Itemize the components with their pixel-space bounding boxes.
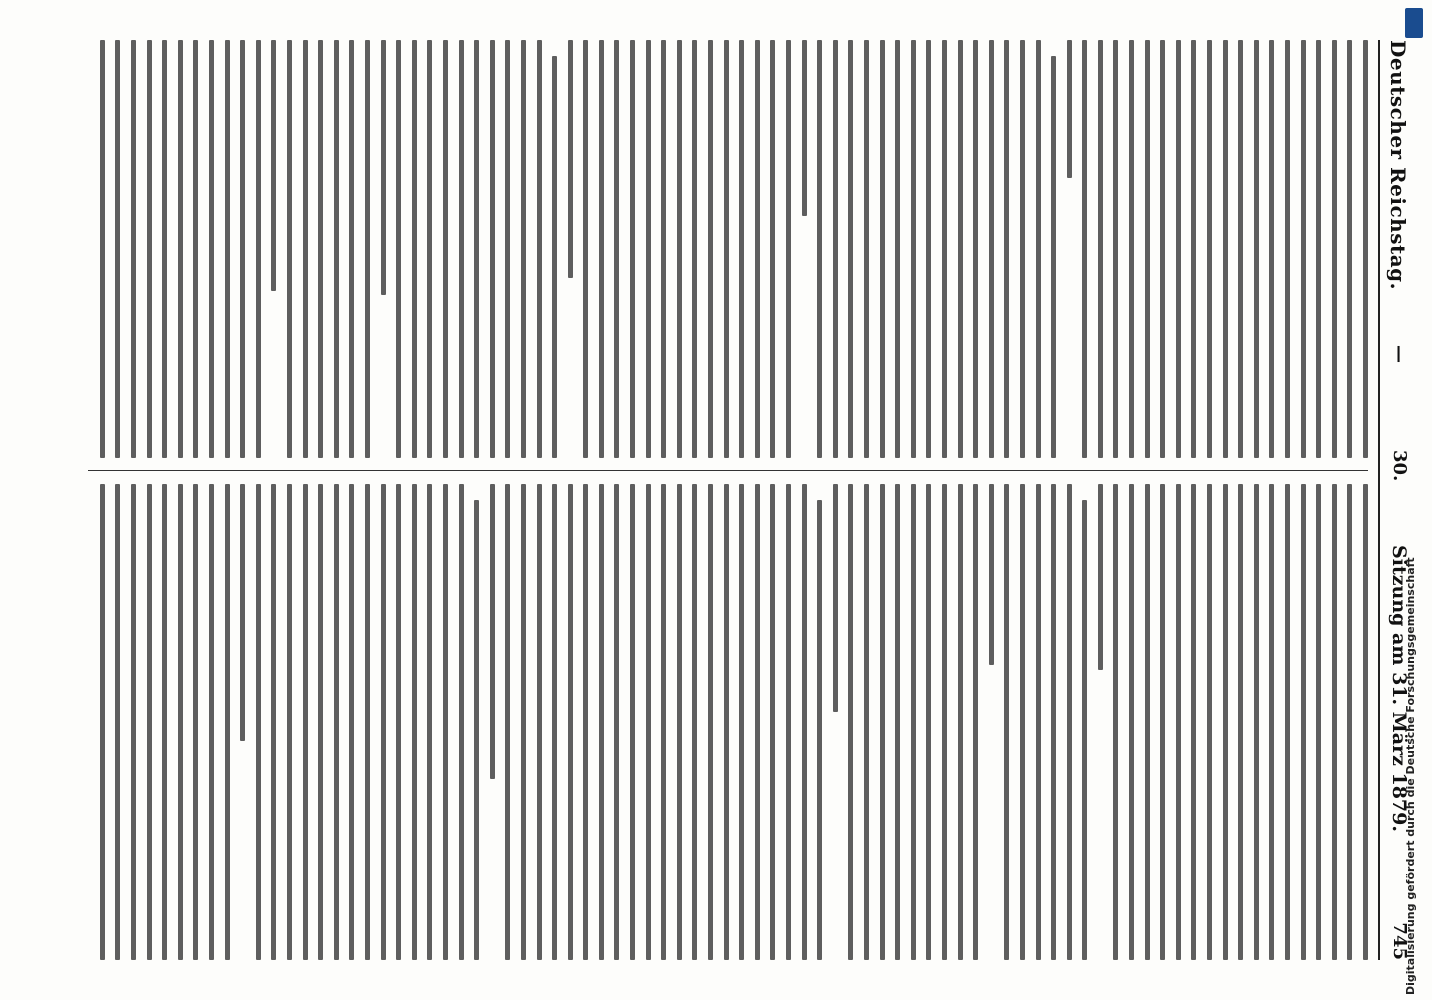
text-line	[318, 40, 323, 458]
text-line	[459, 40, 464, 458]
text-line	[1238, 40, 1243, 458]
text-line	[817, 40, 822, 458]
text-line	[116, 40, 121, 458]
text-line	[1067, 484, 1072, 960]
text-line	[303, 484, 308, 960]
text-line	[1020, 40, 1025, 458]
text-line	[537, 40, 542, 458]
text-line	[864, 484, 869, 960]
text-line	[1223, 40, 1228, 458]
text-line	[256, 40, 261, 458]
text-line	[147, 484, 152, 960]
text-line	[1020, 484, 1025, 960]
text-line	[568, 40, 573, 278]
text-line	[1332, 484, 1337, 960]
text-line	[1082, 500, 1087, 960]
text-line	[100, 484, 105, 960]
text-line	[817, 500, 822, 960]
text-line	[989, 40, 994, 458]
text-line	[989, 484, 994, 665]
text-line	[1051, 484, 1056, 960]
text-line	[443, 40, 448, 458]
text-line	[895, 484, 900, 960]
text-line	[692, 484, 697, 960]
text-line	[318, 484, 323, 960]
text-line	[1223, 484, 1228, 960]
header-dash: —	[1389, 345, 1410, 363]
text-line	[474, 500, 479, 960]
text-line	[880, 484, 885, 960]
text-line	[1347, 40, 1352, 458]
text-line	[1036, 484, 1041, 960]
text-line	[583, 484, 588, 960]
text-line	[1051, 56, 1056, 458]
text-line	[599, 40, 604, 458]
text-line	[505, 484, 510, 960]
text-line	[739, 40, 744, 458]
text-line	[1098, 40, 1103, 458]
dfg-logo	[1405, 8, 1423, 38]
text-line	[802, 40, 807, 216]
text-line	[427, 484, 432, 960]
text-line	[911, 40, 916, 458]
text-line	[537, 484, 542, 960]
text-line	[334, 484, 339, 960]
text-line	[973, 484, 978, 960]
text-line	[240, 484, 245, 741]
credit-text: Digitalisierung gefördert durch die Deutsche Forschungsgemeinschaft	[1404, 557, 1417, 995]
text-line	[131, 484, 136, 960]
text-line	[193, 40, 198, 458]
text-line	[833, 484, 838, 712]
text-line	[1145, 484, 1150, 960]
text-line	[973, 40, 978, 458]
text-line	[661, 40, 666, 458]
text-line	[770, 484, 775, 960]
text-line	[1363, 40, 1368, 458]
text-line	[396, 40, 401, 458]
text-line	[630, 40, 635, 458]
text-line	[1363, 484, 1368, 960]
text-line	[1285, 484, 1290, 960]
text-line	[116, 484, 121, 960]
text-line	[1285, 40, 1290, 458]
text-line	[193, 484, 198, 960]
text-line	[1004, 40, 1009, 458]
text-line	[1176, 484, 1181, 960]
text-line	[552, 56, 557, 458]
text-line	[724, 40, 729, 458]
text-line	[256, 484, 261, 960]
text-line	[1301, 40, 1306, 458]
text-line	[958, 40, 963, 458]
text-line	[615, 40, 620, 458]
text-line	[1067, 40, 1072, 178]
text-line	[895, 40, 900, 458]
text-line	[864, 40, 869, 458]
text-line	[568, 484, 573, 960]
text-line	[739, 484, 744, 960]
text-line	[490, 40, 495, 458]
text-line	[1254, 40, 1259, 458]
text-line	[178, 40, 183, 458]
text-line	[661, 484, 666, 960]
text-line	[427, 40, 432, 458]
text-line	[677, 484, 682, 960]
text-line	[381, 484, 386, 960]
text-line	[692, 40, 697, 458]
header-rule	[1378, 40, 1380, 960]
text-line	[349, 40, 354, 458]
text-line	[1114, 484, 1119, 960]
page-number: 745	[1389, 922, 1410, 960]
text-line	[396, 484, 401, 960]
digitization-credit	[1402, 0, 1426, 1000]
text-line	[1316, 484, 1321, 960]
text-line	[599, 484, 604, 960]
text-line	[646, 40, 651, 458]
text-line	[1191, 484, 1196, 960]
text-line	[1098, 484, 1103, 670]
text-line	[833, 40, 838, 458]
text-line	[677, 40, 682, 458]
journal-title: Deutscher Reichstag.	[1386, 40, 1410, 291]
text-line	[1160, 40, 1165, 458]
text-line	[958, 484, 963, 960]
text-line	[1254, 484, 1259, 960]
text-line	[1269, 484, 1274, 960]
text-line	[178, 484, 183, 960]
text-line	[381, 40, 386, 295]
text-line	[240, 40, 245, 458]
text-line	[131, 40, 136, 458]
text-line	[755, 40, 760, 458]
text-line	[365, 484, 370, 960]
text-line	[412, 484, 417, 960]
text-line	[1129, 484, 1134, 960]
text-line	[848, 40, 853, 458]
text-line	[349, 484, 354, 960]
text-line	[162, 484, 167, 960]
text-line	[225, 40, 230, 458]
text-line	[1316, 40, 1321, 458]
text-line	[365, 40, 370, 458]
text-line	[615, 484, 620, 960]
text-line	[1332, 40, 1337, 458]
text-line	[474, 40, 479, 458]
text-line	[724, 484, 729, 960]
session-date: Sitzung am 31. März 1879.	[1388, 545, 1410, 832]
text-line	[755, 484, 760, 960]
text-line	[443, 484, 448, 960]
column-left	[88, 40, 1368, 458]
text-line	[271, 484, 276, 960]
text-line	[459, 484, 464, 960]
text-line	[334, 40, 339, 458]
text-line	[926, 484, 931, 960]
text-line	[708, 40, 713, 458]
text-line	[1036, 40, 1041, 458]
text-line	[926, 40, 931, 458]
text-line	[1238, 484, 1243, 960]
text-line	[802, 484, 807, 960]
text-line	[209, 40, 214, 458]
text-line	[412, 40, 417, 458]
text-line	[770, 40, 775, 458]
text-line	[911, 484, 916, 960]
text-line	[521, 40, 526, 458]
text-line	[287, 484, 292, 960]
text-line	[303, 40, 308, 458]
text-line	[287, 40, 292, 458]
text-line	[1207, 484, 1212, 960]
text-line	[786, 484, 791, 960]
text-line	[271, 40, 276, 291]
column-right	[88, 484, 1368, 960]
sitting-number: 30.	[1389, 450, 1410, 482]
text-line	[942, 40, 947, 458]
text-line	[942, 484, 947, 960]
text-line	[1191, 40, 1196, 458]
text-line	[630, 484, 635, 960]
text-line	[100, 40, 105, 458]
text-line	[646, 484, 651, 960]
text-line	[1004, 484, 1009, 960]
text-line	[848, 484, 853, 960]
text-line	[505, 40, 510, 458]
text-line	[1301, 484, 1306, 960]
text-line	[786, 40, 791, 458]
text-line	[162, 40, 167, 458]
text-line	[1176, 40, 1181, 458]
text-line	[880, 40, 885, 458]
text-line	[1082, 40, 1087, 458]
text-line	[521, 484, 526, 960]
text-line	[225, 484, 230, 960]
text-line	[552, 484, 557, 960]
text-line	[1347, 484, 1352, 960]
text-line	[708, 484, 713, 960]
text-line	[209, 484, 214, 960]
text-line	[1269, 40, 1274, 458]
text-line	[1129, 40, 1134, 458]
text-line	[583, 40, 588, 458]
text-line	[147, 40, 152, 458]
text-line	[1114, 40, 1119, 458]
text-line	[490, 484, 495, 779]
text-line	[1207, 40, 1212, 458]
text-line	[1160, 484, 1165, 960]
column-divider	[88, 470, 1368, 471]
text-line	[1145, 40, 1150, 458]
